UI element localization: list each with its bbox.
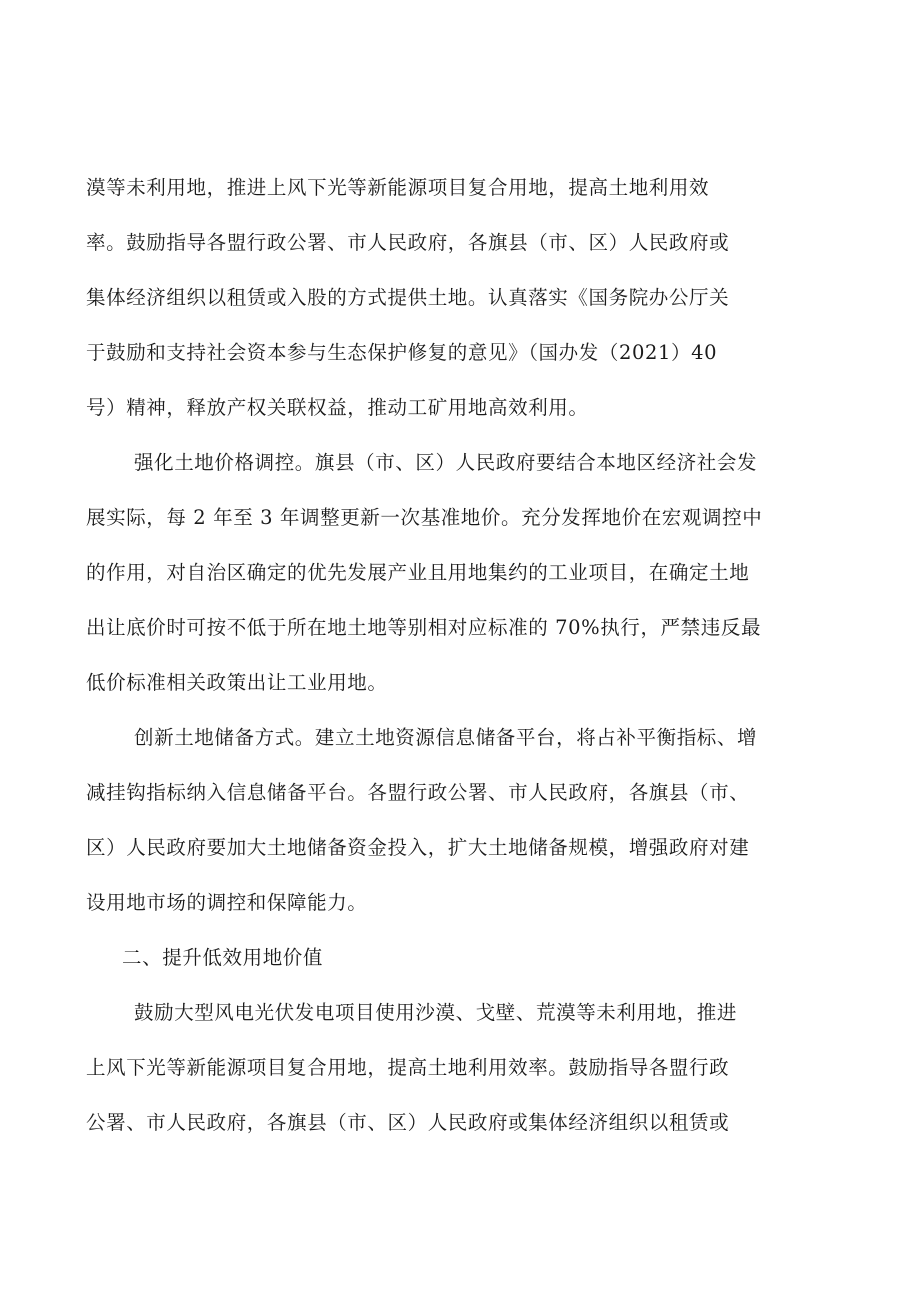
section-heading: 二、提升低效用地价值: [122, 946, 324, 969]
paragraph-line: 鼓励大型风电光伏发电项目使用沙漠、戈壁、荒漠等未利用地，推进: [134, 1001, 738, 1024]
paragraph-line: 创新土地储备方式。建立土地资源信息储备平台，将占补平衡指标、增: [134, 726, 758, 749]
paragraph-line: 低价标准相关政策出让工业用地。: [86, 671, 388, 694]
paragraph-line: 展实际，每 2 年至 3 年调整更新一次基准地价。充分发挥地价在宏观调控中: [86, 506, 763, 529]
paragraph-line: 出让底价时可按不低于所在地土地等别相对应标准的 70%执行，严禁违反最: [86, 616, 762, 639]
paragraph-line: 号）精神，释放产权关联权益，推动工矿用地高效利用。: [86, 396, 589, 419]
paragraph-line: 的作用，对自治区确定的优先发展产业且用地集约的工业项目，在确定土地: [86, 561, 750, 584]
paragraph-line: 上风下光等新能源项目复合用地，提高土地利用效率。鼓励指导各盟行政: [86, 1056, 730, 1079]
paragraph-line: 设用地市场的调控和保障能力。: [86, 891, 368, 914]
paragraph-line: 集体经济组织以租赁或入股的方式提供土地。认真落实《国务院办公厅关: [86, 286, 730, 309]
paragraph-line: 区）人民政府要加大土地储备资金投入，扩大土地储备规模，增强政府对建: [86, 836, 750, 859]
paragraph-line: 率。鼓励指导各盟行政公署、市人民政府，各旗县（市、区）人民政府或: [86, 231, 730, 254]
paragraph-line: 减挂钩指标纳入信息储备平台。各盟行政公署、市人民政府，各旗县（市、: [86, 781, 750, 804]
paragraph-line: 于鼓励和支持社会资本参与生态保护修复的意见》（国办发（2021）40: [86, 341, 718, 364]
paragraph-line: 强化土地价格调控。旗县（市、区）人民政府要结合本地区经济社会发: [134, 451, 758, 474]
paragraph-line: 公署、市人民政府，各旗县（市、区）人民政府或集体经济组织以租赁或: [86, 1111, 730, 1134]
paragraph-line: 漠等未利用地，推进上风下光等新能源项目复合用地，提高土地利用效: [86, 176, 710, 199]
